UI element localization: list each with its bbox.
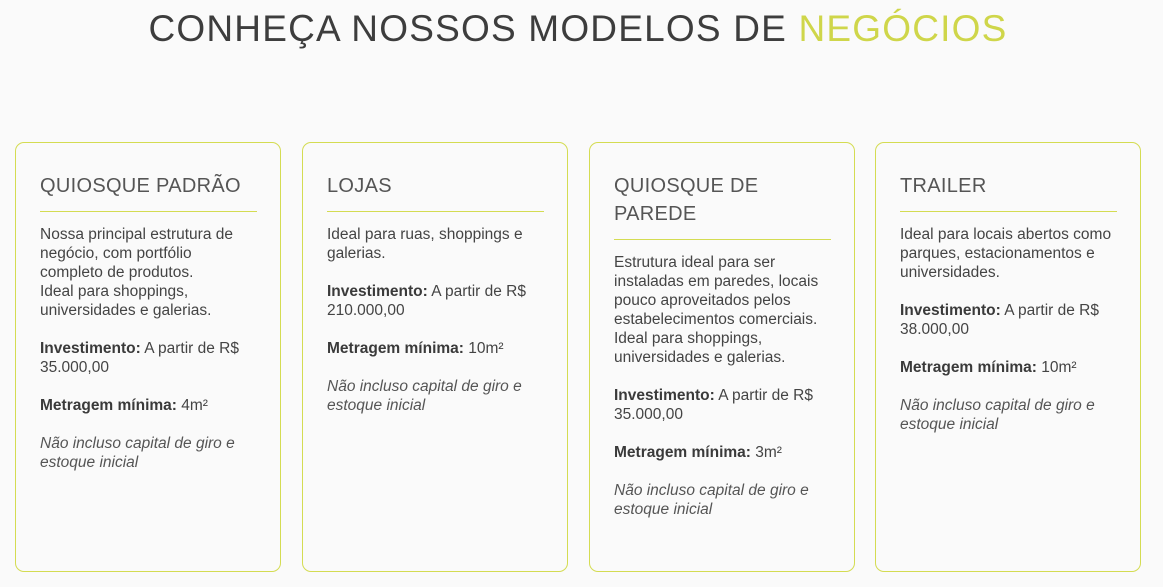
investment-value: A partir de R$ 35.000,00 bbox=[40, 340, 239, 376]
investment-value: A partir de R$ 210.000,00 bbox=[327, 283, 526, 319]
min-area-value: 3m² bbox=[750, 444, 782, 461]
investment-value: A partir de R$ 38.000,00 bbox=[900, 302, 1099, 338]
investment-label: Investimento: bbox=[327, 283, 428, 300]
card-title: LOJAS bbox=[327, 172, 544, 212]
investment-label: Investimento: bbox=[900, 302, 1001, 319]
card-min-area bbox=[614, 443, 830, 462]
card-note: Não incluso capital de giro e estoque inicial bbox=[327, 378, 522, 414]
card-min-area bbox=[40, 396, 256, 415]
min-area-value: 10m² bbox=[1036, 359, 1077, 376]
page-title-main: CONHEÇA NOSSOS MODELOS DE bbox=[148, 8, 799, 49]
page-title bbox=[0, 8, 1156, 50]
page-title-accent: NEGÓCIOS bbox=[798, 8, 1008, 49]
card-note: Não incluso capital de giro e estoque inicial bbox=[900, 397, 1095, 433]
card-quiosque-de-parede bbox=[589, 142, 855, 572]
card-investment bbox=[900, 301, 1116, 339]
card-description: Nossa principal estrutura de negócio, com portfólio completo de produtos. Ideal para shoppings, universidades e galerias. bbox=[40, 226, 233, 319]
card-description: Ideal para ruas, shoppings e galerias. bbox=[327, 226, 523, 262]
card-lojas bbox=[302, 142, 568, 572]
min-area-label: Metragem mínima: bbox=[614, 444, 751, 461]
business-models-grid bbox=[15, 142, 1143, 574]
card-title: TRAILER bbox=[900, 172, 1117, 212]
card-description: Ideal para locais abertos como parques, estacionamentos e universidades. bbox=[900, 226, 1112, 281]
card-note: Não incluso capital de giro e estoque inicial bbox=[614, 482, 809, 518]
card-description: Estrutura ideal para ser instaladas em paredes, locais pouco aproveitados pelos estabelecimentos comerciais. Ideal para shoppings, universidades e galerias. bbox=[614, 254, 819, 366]
card-investment bbox=[614, 386, 830, 424]
card-note: Não incluso capital de giro e estoque inicial bbox=[40, 435, 235, 471]
min-area-value: 10m² bbox=[463, 340, 504, 357]
card-quiosque-padrao bbox=[15, 142, 281, 572]
card-investment bbox=[327, 282, 543, 320]
card-investment bbox=[40, 339, 256, 377]
card-min-area bbox=[327, 339, 543, 358]
min-area-label: Metragem mínima: bbox=[900, 359, 1037, 376]
card-min-area bbox=[900, 358, 1116, 377]
investment-value: A partir de R$ 35.000,00 bbox=[614, 387, 813, 423]
card-trailer bbox=[875, 142, 1141, 572]
min-area-label: Metragem mínima: bbox=[40, 397, 177, 414]
investment-label: Investimento: bbox=[614, 387, 715, 404]
min-area-value: 4m² bbox=[176, 397, 208, 414]
min-area-label: Metragem mínima: bbox=[327, 340, 464, 357]
investment-label: Investimento: bbox=[40, 340, 141, 357]
card-title: QUIOSQUE DE PAREDE bbox=[614, 172, 831, 240]
card-title: QUIOSQUE PADRÃO bbox=[40, 172, 257, 212]
